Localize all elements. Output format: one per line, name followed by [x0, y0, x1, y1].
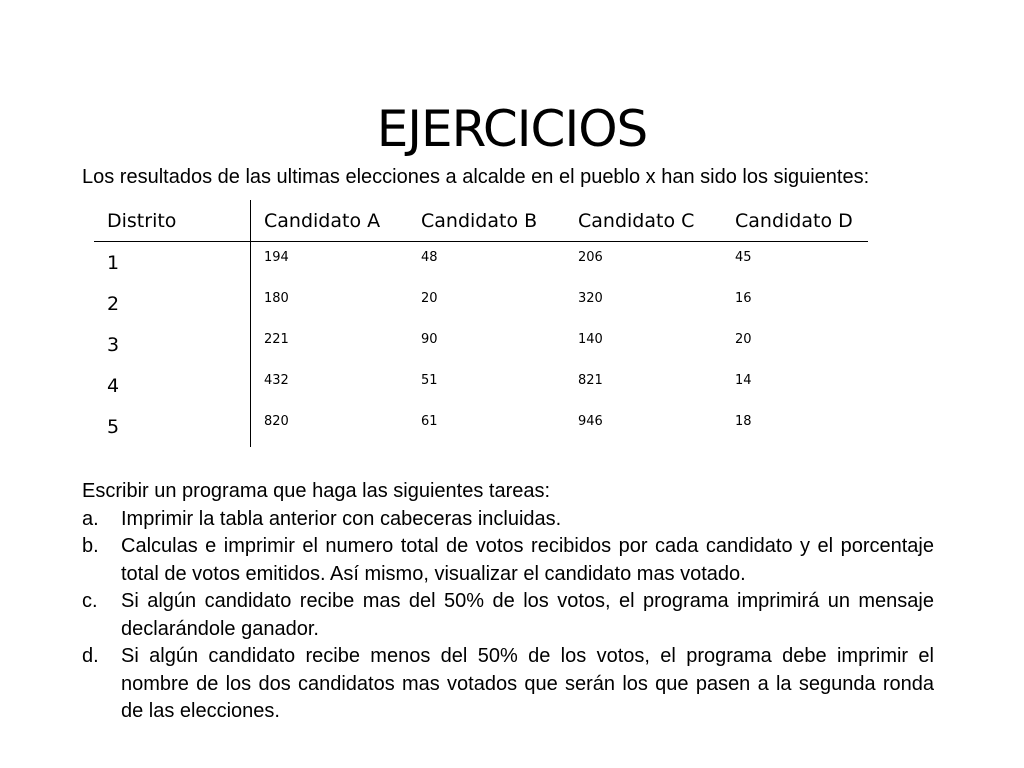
tasks-intro: Escribir un programa que haga las siguientes tareas: [82, 480, 551, 502]
cell-candidato-c: 821 [578, 373, 603, 388]
task-marker: b. [82, 535, 99, 557]
task-item [82, 533, 934, 588]
cell-candidato-d: 45 [735, 250, 752, 265]
header-candidato-d: Candidato D [722, 200, 868, 242]
cell-candidato-b: 48 [421, 250, 438, 265]
table-row [94, 283, 868, 324]
tasks-section [82, 478, 934, 726]
cell-candidato-c: 320 [578, 291, 603, 306]
intro-paragraph: Los resultados de las ultimas elecciones a alcalde en el pueblo x han sido los siguientes: [82, 166, 870, 188]
task-marker: a. [82, 507, 99, 530]
cell-candidato-a: 180 [264, 291, 289, 306]
cell-candidato-c: 206 [578, 250, 603, 265]
cell-candidato-d: 14 [735, 373, 752, 388]
cell-distrito: 4 [94, 365, 251, 406]
task-list [82, 506, 934, 726]
election-results-table [94, 200, 868, 447]
cell-candidato-c: 946 [578, 414, 603, 429]
cell-candidato-d: 20 [735, 332, 752, 347]
task-text: Imprimir la tabla anterior con cabeceras incluidas. [121, 507, 562, 530]
cell-candidato-d: 16 [735, 291, 752, 306]
cell-candidato-a: 820 [264, 414, 289, 429]
task-text: Si algún candidato recibe mas del 50% de los votos, el programa imprimirá un mensaje declarándole ganador. [121, 590, 934, 640]
cell-candidato-d: 18 [735, 414, 752, 429]
table-row [94, 242, 868, 284]
cell-candidato-c: 140 [578, 332, 603, 347]
cell-distrito: 1 [94, 242, 251, 284]
cell-distrito: 3 [94, 324, 251, 365]
task-text: Si algún candidato recibe menos del 50% de los votos, el programa debe imprimir el nombre de los dos candidatos mas votados que serán los que pasen a la segunda ronda de las elecciones. [121, 645, 934, 722]
table-header-row [94, 200, 868, 242]
page-title: EJERCICIOS [376, 99, 648, 158]
cell-distrito: 5 [94, 406, 251, 447]
table-row [94, 365, 868, 406]
cell-candidato-b: 90 [421, 332, 438, 347]
cell-candidato-a: 194 [264, 250, 289, 265]
cell-candidato-a: 221 [264, 332, 289, 347]
task-marker: c. [82, 590, 98, 612]
header-distrito: Distrito [94, 200, 251, 242]
header-candidato-a: Candidato A [251, 200, 409, 242]
task-marker: d. [82, 645, 99, 667]
task-item [82, 588, 934, 643]
table-row [94, 324, 868, 365]
task-item [82, 506, 934, 534]
header-candidato-c: Candidato C [565, 200, 722, 242]
cell-candidato-b: 61 [421, 414, 438, 429]
cell-candidato-a: 432 [264, 373, 289, 388]
cell-candidato-b: 20 [421, 291, 438, 306]
table-row [94, 406, 868, 447]
cell-candidato-b: 51 [421, 373, 438, 388]
cell-distrito: 2 [94, 283, 251, 324]
task-text: Calculas e imprimir el numero total de votos recibidos por cada candidato y el porcentaje total de votos emitidos. Así mismo, visualizar el candidato mas votado. [121, 535, 934, 585]
header-candidato-b: Candidato B [408, 200, 565, 242]
task-item [82, 643, 934, 726]
